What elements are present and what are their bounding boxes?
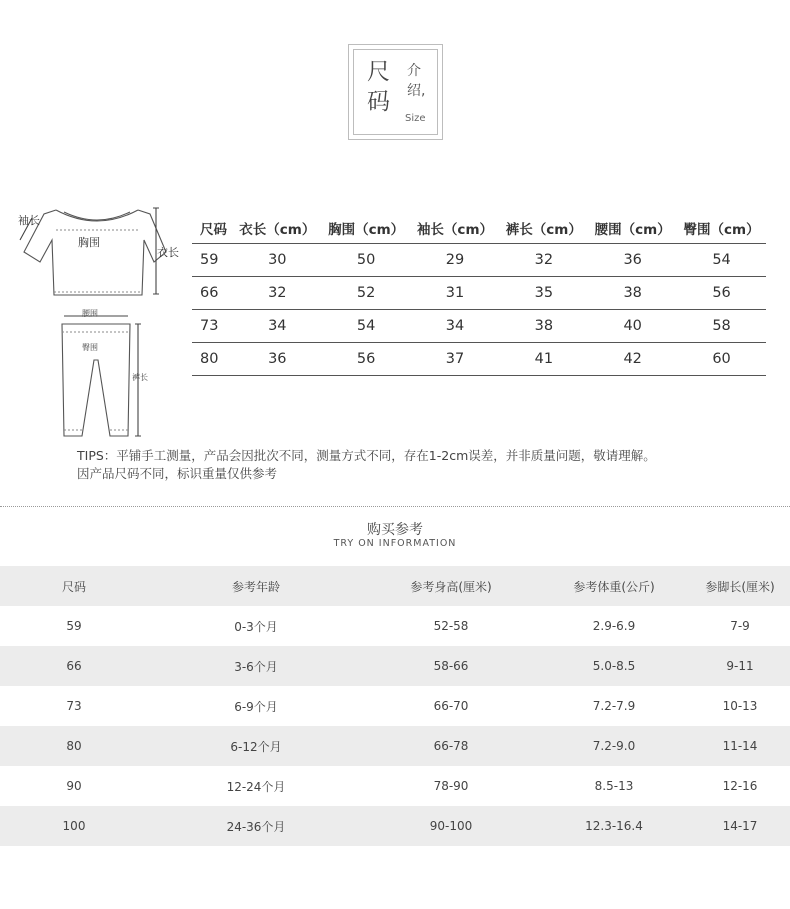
table-cell: 8.5-13 (594, 779, 634, 793)
label-pants-length: 裤长 (132, 373, 148, 382)
try-header-cell: 参考体重(公斤) (538, 566, 690, 606)
table-cell: 11-14 (690, 726, 790, 766)
measurement-diagram (14, 200, 190, 445)
size-header-cell: 衣长（cm） (233, 212, 322, 244)
title-small-2: 绍, (407, 83, 426, 99)
table-cell: 58-66 (364, 646, 538, 686)
table-cell: 31 (411, 277, 500, 310)
table-cell: 38 (499, 310, 588, 343)
table-cell: 58 (677, 310, 766, 343)
try-header-cell: 参考身高(厘米) (364, 566, 538, 606)
table-cell: 80 (192, 343, 233, 376)
table-cell: 80 (0, 726, 148, 766)
table-cell: 50 (322, 244, 411, 277)
size-header-cell: 臀围（cm） (677, 212, 766, 244)
try-on-subtitle: TRY ON INFORMATION (333, 538, 457, 549)
size-header-cell: 尺码 (192, 212, 233, 244)
table-cell: 66 (192, 277, 233, 310)
try-header-cell: 参脚长(厘米) (690, 566, 790, 606)
table-cell: 32 (499, 244, 588, 277)
table-cell: 52-58 (433, 619, 469, 633)
table-cell: 36 (233, 343, 322, 376)
label-chest: 胸围 (78, 236, 100, 249)
title-small-1: 介 (407, 63, 421, 79)
title-size-word: Size (405, 113, 426, 124)
table-cell: 38 (588, 277, 677, 310)
table-cell: 54 (322, 310, 411, 343)
table-cell: 37 (411, 343, 500, 376)
table-row (0, 606, 790, 646)
try-on-title: 购买参考 (367, 522, 423, 538)
table-cell: 59 (192, 244, 233, 277)
table-cell: 56 (677, 277, 766, 310)
table-cell: 0-3个月 (234, 619, 278, 634)
table-row (0, 766, 790, 806)
table-cell: 59 (66, 619, 82, 633)
table-row (0, 646, 790, 686)
size-header-cell: 胸围（cm） (322, 212, 411, 244)
table-cell: 30 (233, 244, 322, 277)
try-header-cell: 尺码 (0, 566, 148, 606)
table-row (192, 277, 766, 310)
table-cell: 73 (66, 699, 82, 713)
table-row (0, 686, 790, 726)
size-header-cell: 腰围（cm） (588, 212, 677, 244)
try-on-header-row (0, 566, 790, 606)
section-title-box (348, 44, 443, 140)
table-cell: 12-24个月 (226, 779, 286, 794)
tips-note (77, 447, 656, 483)
table-cell: 5.0-8.5 (538, 646, 690, 686)
table-cell: 12.3-16.4 (538, 806, 690, 846)
table-cell: 100 (0, 806, 148, 846)
table-cell: 66-78 (364, 726, 538, 766)
table-cell: 24-36个月 (148, 806, 364, 846)
table-cell: 32 (233, 277, 322, 310)
table-row (192, 343, 766, 376)
table-row (192, 244, 766, 277)
table-cell: 9-11 (690, 646, 790, 686)
table-cell: 60 (677, 343, 766, 376)
table-cell: 10-13 (722, 699, 758, 713)
table-cell: 54 (677, 244, 766, 277)
table-cell: 6-9个月 (234, 699, 278, 714)
label-length: 衣长 (157, 246, 179, 259)
table-cell: 73 (192, 310, 233, 343)
garment-outline-icon (14, 200, 190, 445)
dotted-divider (0, 506, 790, 507)
table-row (0, 806, 790, 846)
table-row (192, 310, 766, 343)
table-cell: 29 (411, 244, 500, 277)
table-cell: 41 (499, 343, 588, 376)
table-cell: 78-90 (433, 779, 469, 793)
table-cell: 3-6个月 (148, 646, 364, 686)
table-cell: 14-17 (690, 806, 790, 846)
table-cell: 34 (411, 310, 500, 343)
size-table-header (192, 212, 766, 244)
table-cell: 2.9-6.9 (592, 619, 636, 633)
size-header-cell: 袖长（cm） (411, 212, 500, 244)
table-cell: 7-9 (730, 619, 750, 633)
title-char-1: 尺 (367, 59, 390, 85)
table-cell: 42 (588, 343, 677, 376)
label-waist: 腰围 (82, 309, 98, 318)
tips-line-2: 因产品尺码不同，标识重量仅供参考 (77, 466, 278, 481)
table-cell: 40 (588, 310, 677, 343)
table-cell: 66 (0, 646, 148, 686)
size-header-cell: 裤长（cm） (499, 212, 588, 244)
title-char-2: 码 (367, 89, 390, 115)
size-table (192, 212, 766, 376)
table-cell: 34 (233, 310, 322, 343)
table-cell: 90-100 (364, 806, 538, 846)
label-sleeve: 袖长 (18, 214, 40, 227)
table-cell: 90 (66, 779, 82, 793)
table-cell: 6-12个月 (148, 726, 364, 766)
table-cell: 56 (322, 343, 411, 376)
tips-line-1: TIPS：平铺手工测量，产品会因批次不同，测量方式不同，存在1-2cm误差，并非质量问题，敬请理解。 (77, 448, 656, 463)
table-cell: 36 (588, 244, 677, 277)
table-cell: 12-16 (722, 779, 758, 793)
table-cell: 66-70 (433, 699, 469, 713)
table-cell: 35 (499, 277, 588, 310)
table-cell: 7.2-9.0 (538, 726, 690, 766)
label-hip: 臀围 (82, 343, 98, 352)
table-cell: 7.2-7.9 (592, 699, 636, 713)
table-row (0, 726, 790, 766)
try-on-table (0, 566, 790, 846)
try-header-cell: 参考年龄 (148, 566, 364, 606)
table-cell: 52 (322, 277, 411, 310)
